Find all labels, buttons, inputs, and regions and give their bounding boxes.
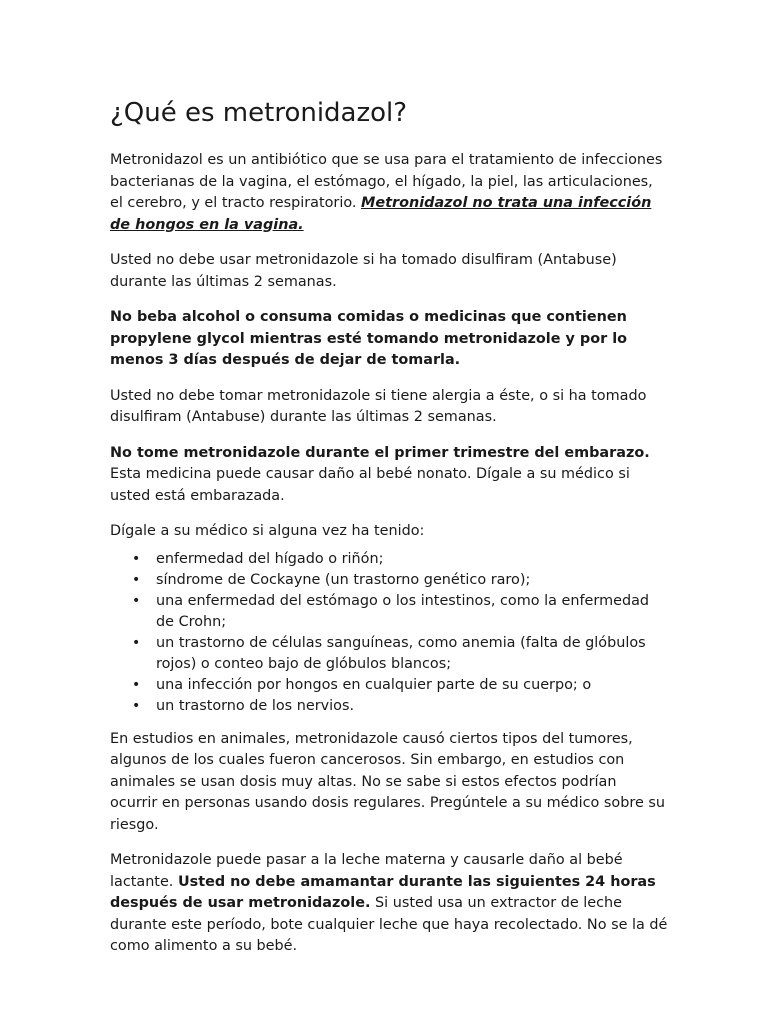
paragraph-intro: [110, 150, 668, 236]
page-title: ¿Qué es metronidazol?: [110, 98, 408, 128]
bullet-icon: •: [132, 676, 141, 693]
pregnancy-text: Esta medicina puede causar daño al bebé nonato. Dígale a su médico si usted está embarazada.: [110, 466, 630, 504]
bullet-icon: •: [132, 634, 141, 651]
condition-list: [110, 549, 668, 717]
list-item: • síndrome de Cockayne (un trastorno genético raro);: [156, 570, 668, 591]
bullet-icon: •: [132, 697, 141, 714]
list-item: • enfermedad del hígado o riñón;: [156, 549, 668, 570]
paragraph-pregnancy: [110, 443, 668, 508]
breastfeeding-text-b: Si usted usa un extractor de leche durante este período, bote cualquier leche que haya recolectado. No se la dé como alimento a su bebé.: [110, 895, 668, 954]
list-item: • una infección por hongos en cualquier parte de su cuerpo; o: [156, 675, 668, 696]
pregnancy-warning: No tome metronidazole durante el primer trimestre del embarazo.: [110, 444, 650, 461]
bullet-icon: •: [132, 571, 141, 588]
list-item: • un trastorno de células sanguíneas, como anemia (falta de glóbulos rojos) o conteo bajo de glóbulos blancos;: [132, 634, 646, 672]
paragraph-alcohol-warning: No beba alcohol o consuma comidas o medicinas que contienen propylene glycol mientras esté tomando metronidazole y por lo menos 3 días después de dejar de tomarla.: [110, 309, 628, 368]
paragraph-history-intro: Dígale a su médico si alguna vez ha tenido:: [110, 523, 425, 539]
intro-emphasis: Metronidazol no trata una infección de hongos en la vagina.: [110, 195, 652, 233]
paragraph-allergy: Usted no debe tomar metronidazole si tiene alergia a éste, o si ha tomado disulfiram (Antabuse) durante las últimas 2 semanas.: [110, 387, 647, 425]
list-item: • un trastorno de los nervios.: [156, 696, 668, 717]
breastfeeding-warning: Usted no debe amamantar durante las siguientes 24 horas después de usar metronidazole.: [110, 873, 656, 911]
intro-text: Metronidazol es un antibiótico que se usa para el tratamiento de infecciones bacterianas de la vagina, el estómago, el hígado, la piel, las articulaciones, el cerebro, y el tracto respiratorio.: [110, 152, 663, 211]
bullet-icon: •: [132, 550, 141, 567]
paragraph-breastfeeding: [110, 850, 668, 958]
breastfeeding-text-a: Metronidazole puede pasar a la leche materna y causarle daño al bebé lactante.: [110, 852, 623, 890]
list-item: • una enfermedad del estómago o los intestinos, como la enfermedad de Crohn;: [132, 592, 650, 630]
bullet-icon: •: [132, 592, 141, 609]
paragraph-animal-studies: En estudios en animales, metronidazole causó ciertos tipos del tumores, algunos de los cuales fueron cancerosos. Sin embargo, en estudios con animales se usan dosis muy altas. No se sabe si estos efectos podrían ocurrir en personas usando dosis regulares. Pregúntele a su médico sobre su riesgo.: [110, 730, 666, 833]
paragraph-disulfiram: Usted no debe usar metronidazole si ha tomado disulfiram (Antabuse) durante las últimas 2 semanas.: [110, 252, 617, 290]
